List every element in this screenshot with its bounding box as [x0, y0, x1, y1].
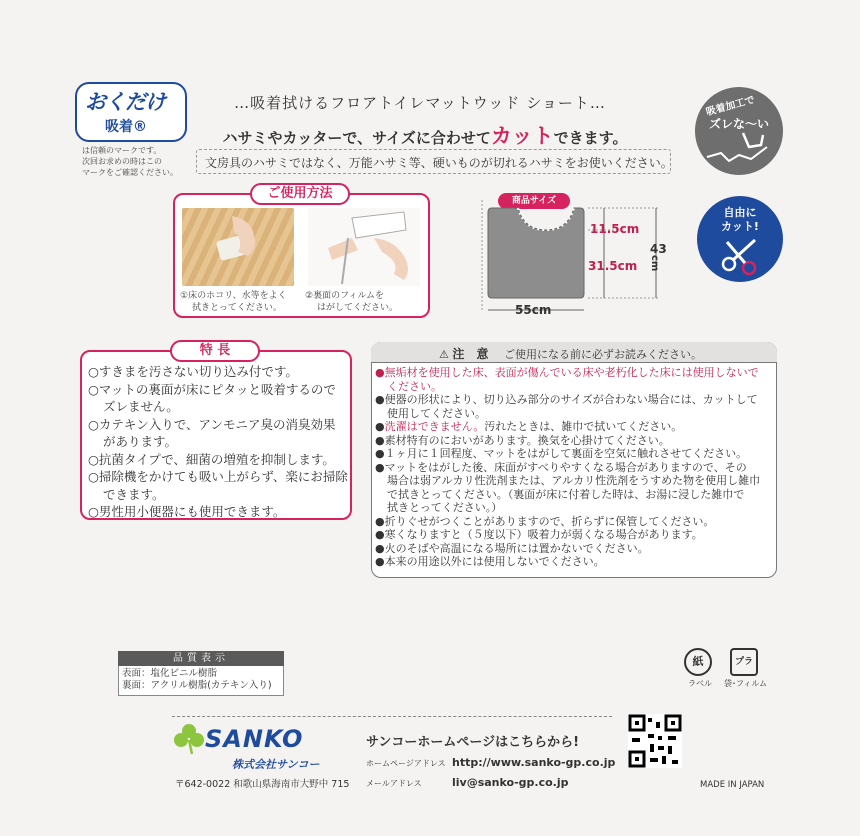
caution-header [371, 342, 777, 363]
feature-item: ○男性用小便器にも使用できます。 [88, 504, 286, 519]
feature-item: ○マットの裏面が床にピタッと吸着するので [88, 381, 336, 397]
homepage-message: サンコーホームページはこちらから! [366, 735, 580, 750]
plastic-recycle-icon: プラ [730, 648, 758, 676]
sanko-company-name: 株式会社サンコー [232, 758, 320, 771]
cut-subtitle: ハサミやカッターで、サイズに合わせてカットできます。 [222, 124, 628, 148]
quality-back: 裏面：アクリル樹脂(カテキン入り) [122, 680, 272, 691]
size-total-unit: cm [649, 255, 660, 272]
caution-item: ●火のそばや高温になる場所には置かないでください。 [375, 541, 649, 555]
caution-item: ●便器の形状により、切り込み部分のサイズが合わない場合には、カットして 使用してください。 [375, 393, 758, 420]
caution-lead: ご使用になる前に必ずお読みください。 [504, 348, 703, 361]
company-address: 〒642-0022 和歌山県海南市大野中 715 [175, 779, 350, 790]
caution-item: ●折りぐせがつくことがありますので、折らずに保管してください。 [375, 514, 715, 528]
caution-item: ●無垢材を使用した床、表面が傷んでいる床や老朽化した床には使用しないで ください。 [375, 366, 759, 393]
free-cut-badge [697, 196, 783, 282]
feature-item: ○抗菌タイプで、細菌の増殖を抑制します。 [88, 451, 335, 467]
mail-address[interactable]: liv@sanko-gp.co.jp [452, 776, 569, 789]
caution-item: ●マットをはがした後、床面がすべりやすくなる場合がありますので、その 場合は弱アルカリ性洗剤または、アルカリ性洗剤をうすめた物を使用し雑巾 で拭きとってください。（裏面が床に付着した時は、お湯に浸した雑巾で 拭きとってください。） [375, 460, 761, 514]
feature-item: ○掃除機をかけても吸い上がらず、楽にお掃除 [88, 469, 348, 484]
features-list: ○すきまを汚さない切り込み付です。 ○マットの裏面が床にピタッと吸着するので ズレません。 ○カテキン入りで、アンモニア臭の消臭効果 があります。 ○抗菌タイプで、細菌の増殖を抑制します。 ○掃除機をかけても吸い上がらず、楽にお掃除 できます。 ○男性用小便器にも使用できます。 [88, 363, 353, 521]
size-tag: 商品サイズ [498, 193, 570, 209]
sanko-logo: SANKO [205, 725, 304, 753]
size-middle: 31.5cm [588, 259, 638, 273]
free-cut-line2: カット! [721, 220, 759, 233]
logo-note: は信頼のマークです。 次回お求めの時はこの マークをご確認ください。 [82, 146, 178, 177]
homepage-url[interactable]: http://www.sanko-gp.co.jp [452, 756, 616, 769]
grip-badge-text: ズレな〜い [709, 117, 770, 131]
features-tag: 特 長 [170, 340, 260, 362]
size-total: 43 [650, 242, 667, 256]
qr-code-icon [628, 714, 682, 768]
caution-title: 注 意 [452, 347, 493, 361]
made-in-japan: MADE IN JAPAN [700, 780, 765, 790]
grip-badge [695, 87, 783, 175]
caution-item: ●１ヶ月に１回程度、マットをはがして裏面を空気に触れさせてください。 [375, 447, 748, 460]
grip-badge-title: 吸着加工で [704, 94, 757, 119]
usage-tag: ご使用方法 [250, 183, 350, 205]
usage-step2: ②裏面のフィルムを はがしてください。 [305, 291, 399, 313]
logo-line2: 吸着® [105, 119, 147, 135]
warning-icon: ⚠ [439, 348, 449, 361]
peel-hands-icon [308, 208, 420, 286]
feature-item: ○すきまを汚さない切り込み付です。 [88, 364, 298, 379]
okudake-logo [75, 82, 187, 142]
caution-item: ●洗濯はできません。汚れたときは、雑巾で拭いてください。 [375, 420, 683, 433]
caution-item: ●本来の用途以外には使用しないでください。 [375, 555, 605, 568]
paper-recycle-icon: 紙 [684, 648, 712, 676]
wipe-floor-photo [182, 208, 294, 286]
grip-icon [703, 127, 775, 167]
footer-divider [172, 716, 612, 717]
caution-item: ●寒くなりますと（５度以下）吸着力が弱くなる場合があります。 [375, 528, 703, 541]
free-cut-line1: 自由に [723, 206, 757, 219]
plastic-recycle-label: 袋･フィルム [724, 679, 768, 688]
caution-list [375, 366, 775, 569]
scissors-notice: 文房具のハサミではなく、万能ハサミ等、硬いものが切れるハサミをお使いください。 [196, 149, 671, 174]
quality-text [122, 668, 272, 692]
clover-icon [172, 722, 206, 756]
usage-step1: ①床のホコリ、水等をよく 拭きとってください。 [180, 291, 287, 313]
caution-item: ●素材特有のにおいがあります。換気を心掛けてください。 [375, 433, 670, 447]
qr-code[interactable] [628, 714, 682, 768]
size-top: 11.5cm [590, 222, 640, 236]
homepage-label: ホームページアドレス [366, 759, 446, 768]
size-width: 55cm [515, 303, 552, 317]
mail-label: メールアドレス [366, 779, 422, 788]
cut-emphasis: カット [490, 124, 554, 148]
quality-header: 品質表示 [118, 651, 284, 666]
wipe-hand-icon [182, 208, 294, 286]
product-title: …吸着拭けるフロアトイレマットウッド ショート… [234, 94, 606, 112]
peel-film-photo [308, 208, 420, 286]
quality-surface: 表面：塩化ビニル樹脂 [122, 668, 218, 679]
scissors-icon [719, 236, 763, 276]
paper-recycle-label: ラベル [688, 679, 712, 688]
feature-item: ○カテキン入りで、アンモニア臭の消臭効果 [88, 416, 336, 432]
logo-line1: おくだけ [85, 90, 165, 114]
